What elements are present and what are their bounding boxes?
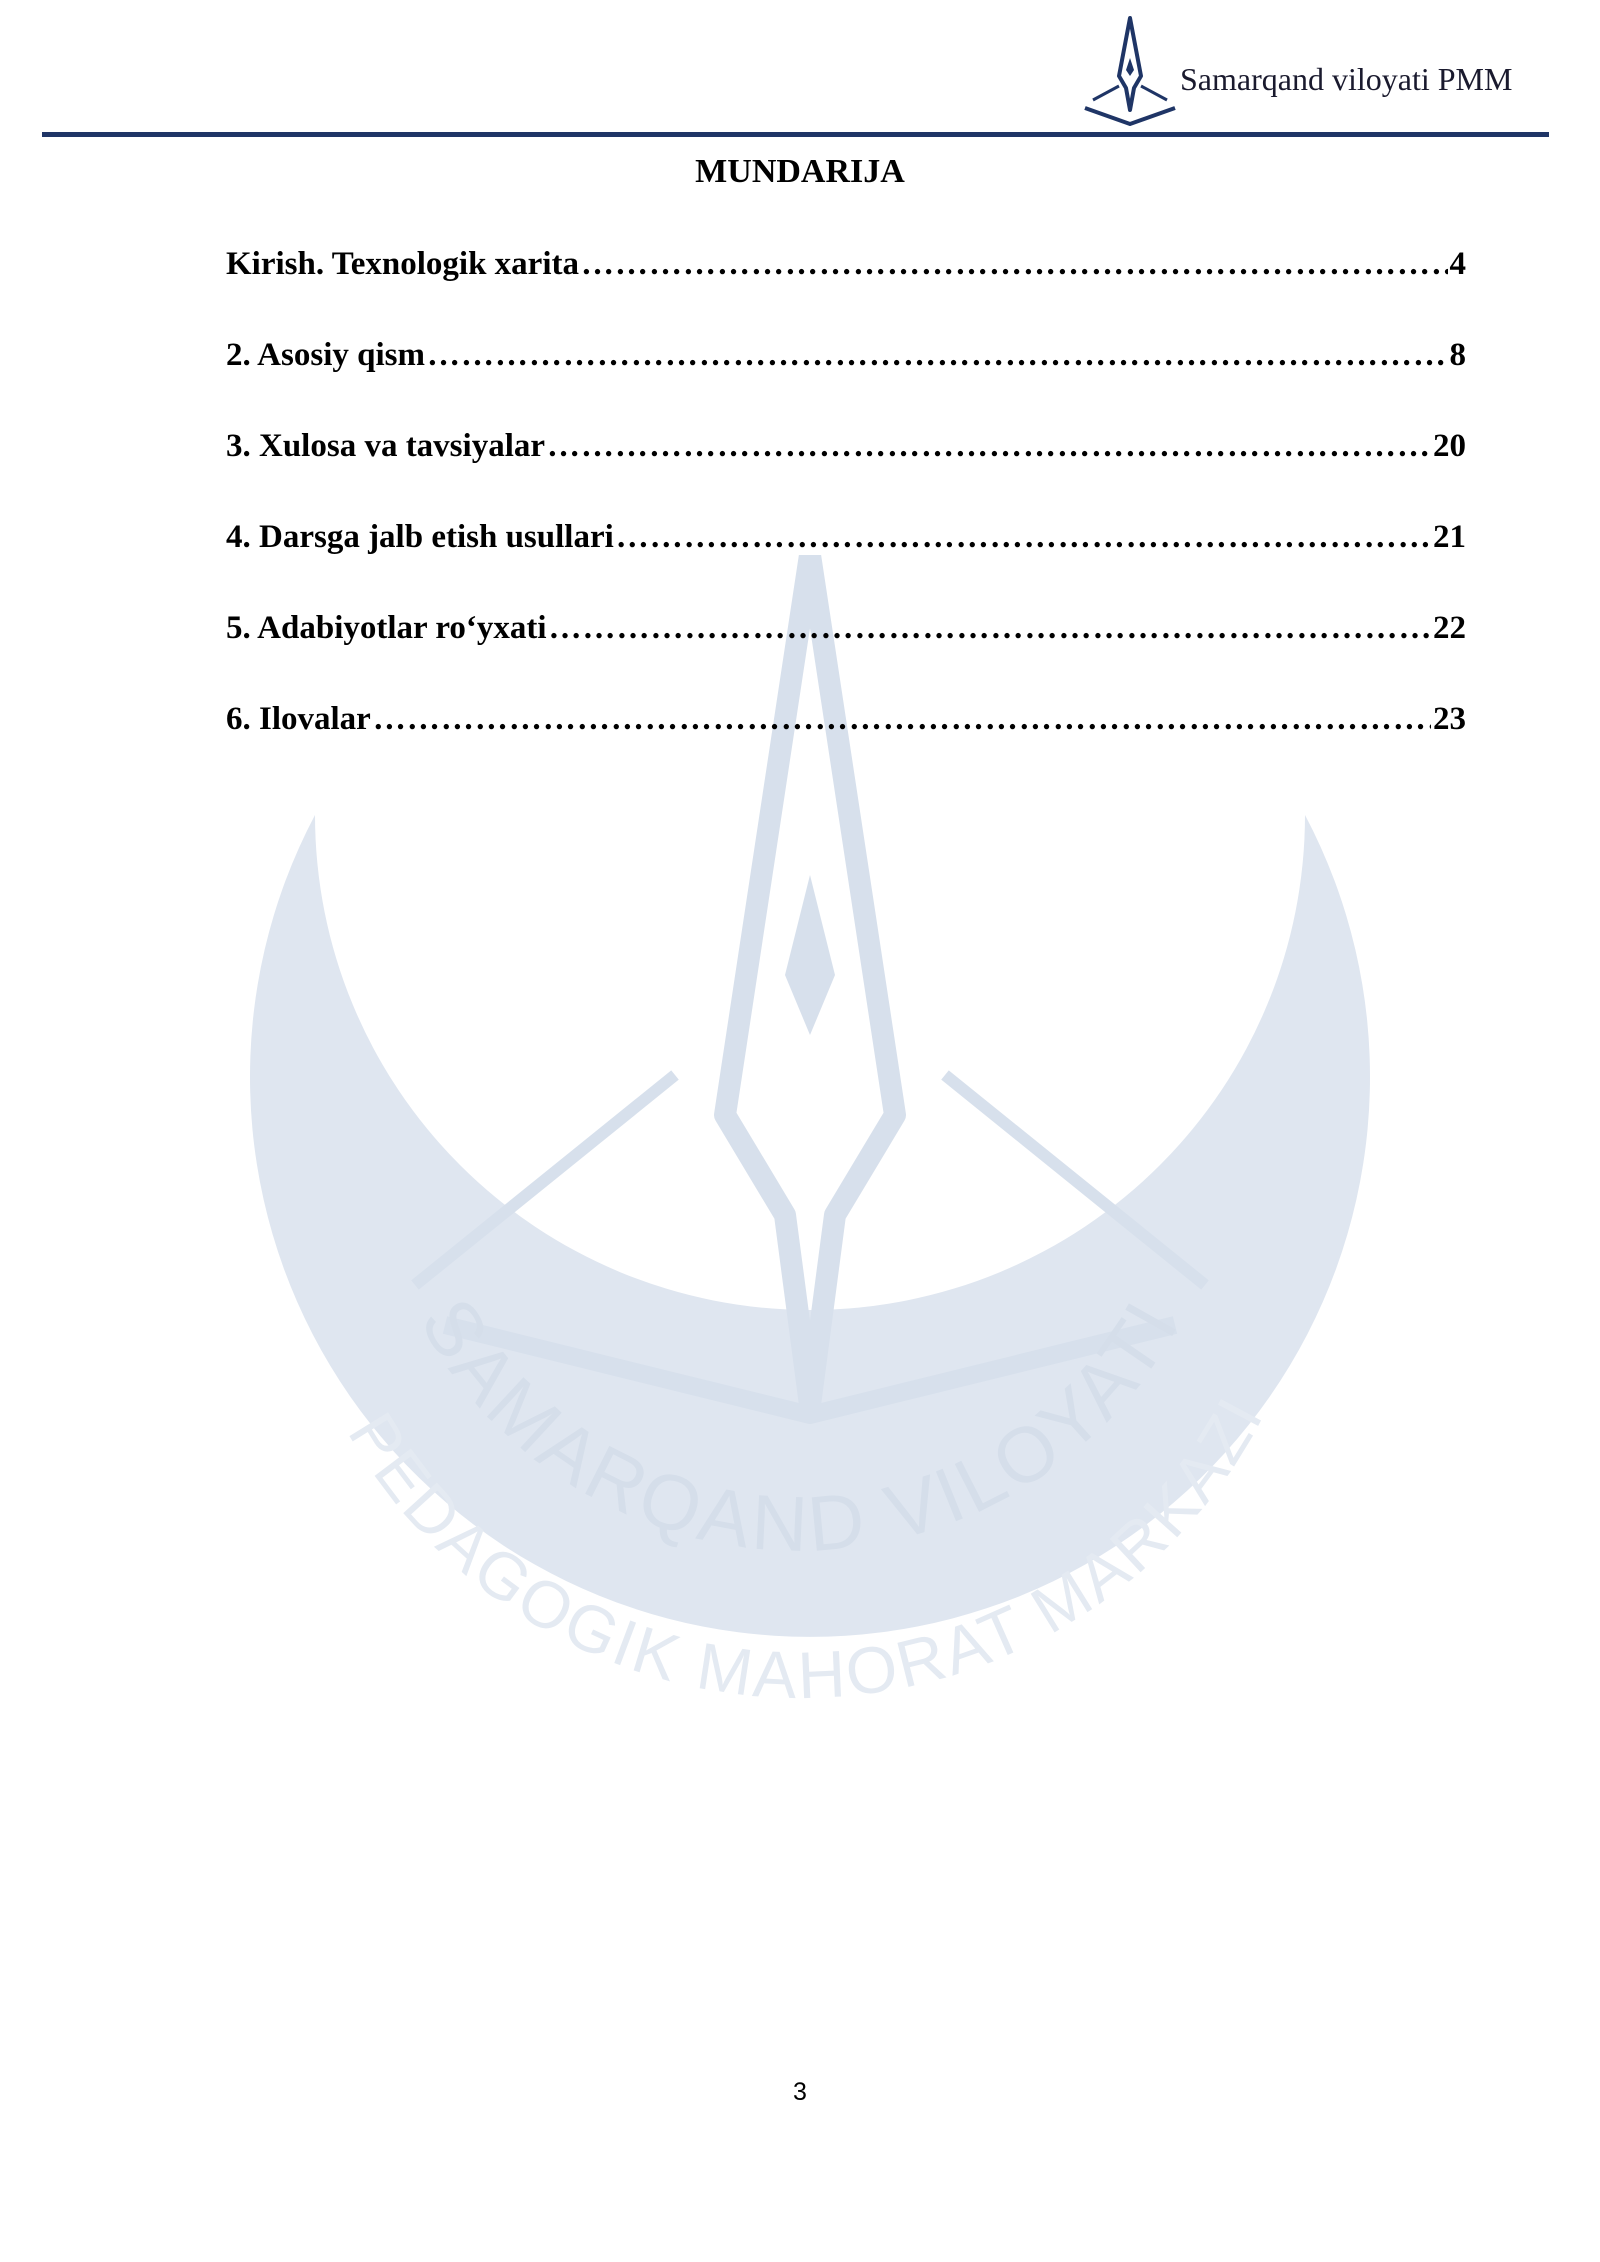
- pen-nib-logo-icon: [1075, 14, 1185, 130]
- toc-entry-page: 8: [1449, 337, 1466, 373]
- page-number-text: 3: [793, 2078, 807, 2106]
- toc-leader-dots: [373, 695, 1431, 743]
- toc-title-text: MUNDARIJA: [695, 153, 905, 190]
- toc-entry-label: 2. Asosiy qism: [226, 337, 425, 373]
- header-org-name: Samarqand viloyati PMM: [1180, 61, 1513, 97]
- watermark-arc-bottom: PEDAGOGIK MAHORAT MARKAZI: [334, 1384, 1278, 1700]
- toc-entry[interactable]: [226, 513, 1466, 604]
- toc-entry-page: 23: [1433, 701, 1466, 737]
- toc-entry[interactable]: [226, 695, 1466, 786]
- toc-entry-label: 4. Darsga jalb etish usullari: [226, 519, 614, 555]
- toc-leader-dots: [549, 604, 1431, 652]
- toc-entry-label: 5. Adabiyotlar ro‘yxati: [226, 610, 547, 646]
- table-of-contents: [226, 240, 1466, 786]
- page-number: [0, 2078, 1600, 2107]
- watermark-arc-top: SAMARQAND VILOYATI: [403, 1283, 1197, 1569]
- toc-entry-page: 22: [1433, 610, 1466, 646]
- toc-entry[interactable]: [226, 422, 1466, 513]
- toc-entry-label: 6. Ilovalar: [226, 701, 371, 737]
- toc-entry[interactable]: [226, 331, 1466, 422]
- toc-entry[interactable]: [226, 604, 1466, 695]
- toc-leader-dots: [581, 240, 1448, 288]
- toc-entry-label: Kirish. Texnologik xarita: [226, 246, 579, 282]
- toc-entry-label: 3. Xulosa va tavsiyalar: [226, 428, 546, 464]
- toc-leader-dots: [547, 422, 1431, 470]
- toc-leader-dots: [616, 513, 1431, 561]
- toc-title: [0, 152, 1600, 192]
- toc-entry-page: 4: [1449, 246, 1466, 282]
- toc-leader-dots: [427, 331, 1448, 379]
- toc-entry-page: 20: [1433, 428, 1466, 464]
- header-divider: [42, 132, 1549, 137]
- toc-entry-page: 21: [1433, 519, 1466, 555]
- toc-entry[interactable]: [226, 240, 1466, 331]
